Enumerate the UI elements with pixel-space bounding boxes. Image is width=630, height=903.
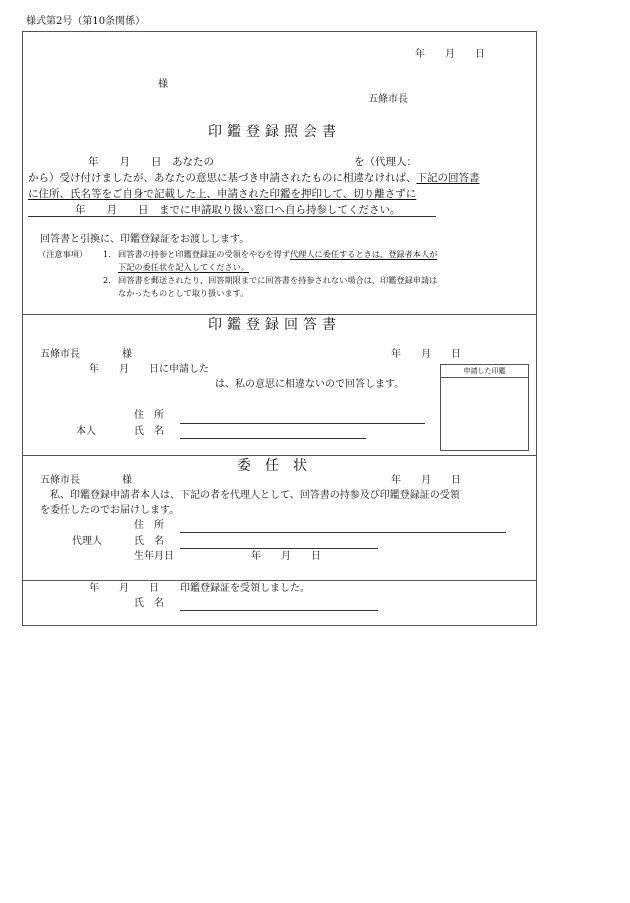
section-divider-3: [22, 580, 537, 581]
answer-confirm-text: は、私の意思に相違ないので回答します。: [215, 379, 405, 390]
delegation-agent-label: 代理人: [72, 536, 102, 547]
inquiry-line2: [28, 173, 480, 184]
form-number: 様式第2号（第10条関係）: [26, 16, 146, 27]
answer-title: 印鑑登録回答書: [208, 317, 341, 333]
receipt-text: 印鑑登録証を受領しました。: [180, 583, 310, 594]
registered-seal-label: 申請した印鑑: [441, 365, 528, 378]
delegation-address-label: 住 所: [134, 520, 164, 531]
inquiry-note1-line2: 下記の委任状を記入してください。: [118, 262, 250, 272]
delegation-birth-label: 生年月日: [134, 551, 174, 562]
answer-name-label: 氏 名: [134, 426, 164, 437]
inquiry-note1-underlined: 代理人に委任するときは、登録者本人が: [289, 249, 438, 259]
answer-address-label: 住 所: [134, 410, 164, 421]
inquiry-note2-number: 2.: [103, 275, 111, 285]
inquiry-line4: 年 月 日 までに申請取り扱い窓口へ自ら持参してください。: [75, 204, 401, 216]
inquiry-note2-line1: 回答書を郵送されたり、回答期限までに回答書を持参されない場合は、印鑑登録申請は: [118, 275, 438, 285]
answer-name-field[interactable]: [180, 438, 366, 439]
delegation-body-line1: 私、印鑑登録申請者本人は、下記の者を代理人として、回答書の持参及び印鑑登録証の受領: [50, 490, 460, 501]
answer-sama: 様: [122, 349, 132, 360]
inquiry-line2-underlined: 下記の回答書: [416, 172, 480, 184]
inquiry-line2-plain: から）受け付けましたが、あなたの意思に基づき申請されたものに相違なければ、: [28, 172, 417, 184]
delegation-date: 年 月 日: [391, 475, 461, 486]
inquiry-note-label: （注意事項）: [38, 249, 88, 259]
answer-addressee: 五條市長: [40, 349, 80, 360]
inquiry-note2-line2: なかったものとして取り扱います。: [118, 288, 249, 298]
receipt-name-label: 氏 名: [134, 598, 164, 609]
registered-seal-box[interactable]: [440, 364, 529, 451]
inquiry-line1-prefix: 年 月 日 あなたの: [88, 156, 214, 168]
delegation-name-label: 氏 名: [134, 536, 164, 547]
inquiry-addressee-sama: 様: [158, 79, 168, 90]
receipt-name-field[interactable]: [180, 610, 378, 611]
receipt-date: 年 月 日: [89, 583, 159, 594]
delegation-name-field[interactable]: [180, 548, 378, 549]
delegation-addressee: 五條市長: [40, 475, 80, 486]
delegation-body-line2: を委任したのでお届けします。: [40, 505, 180, 516]
inquiry-note1: [118, 250, 437, 258]
delegation-title: 委 任 状: [237, 458, 307, 474]
inquiry-title: 印鑑登録照会書: [208, 124, 341, 140]
answer-applied-date: 年 月 日に申請した: [89, 364, 209, 375]
inquiry-note1-number: 1.: [103, 249, 111, 259]
inquiry-deadline-underline: [28, 216, 436, 217]
delegation-sama: 様: [122, 475, 132, 486]
delegation-address-field[interactable]: [180, 532, 506, 533]
answer-address-field[interactable]: [180, 423, 425, 424]
inquiry-date: 年 月 日: [415, 49, 485, 60]
delegation-birth-date: 年 月 日: [251, 551, 321, 562]
section-divider-2: [22, 455, 537, 456]
inquiry-note-main: 回答書と引換に、印鑑登録証をお渡しします。: [40, 234, 250, 245]
inquiry-note1-plain: 回答書の持参と印鑑登録証の受領をやむを得ず: [118, 249, 290, 259]
inquiry-line1-suffix: を（代理人：: [354, 156, 417, 168]
answer-date: 年 月 日: [391, 349, 461, 360]
inquiry-issuer: 五條市長: [368, 94, 408, 105]
section-divider-1: [22, 314, 537, 315]
inquiry-line3: に住所、氏名等をご自身で記載した上、申請された印鑑を押印して、切り離さずに: [28, 188, 417, 200]
answer-person-label: 本人: [76, 426, 96, 437]
